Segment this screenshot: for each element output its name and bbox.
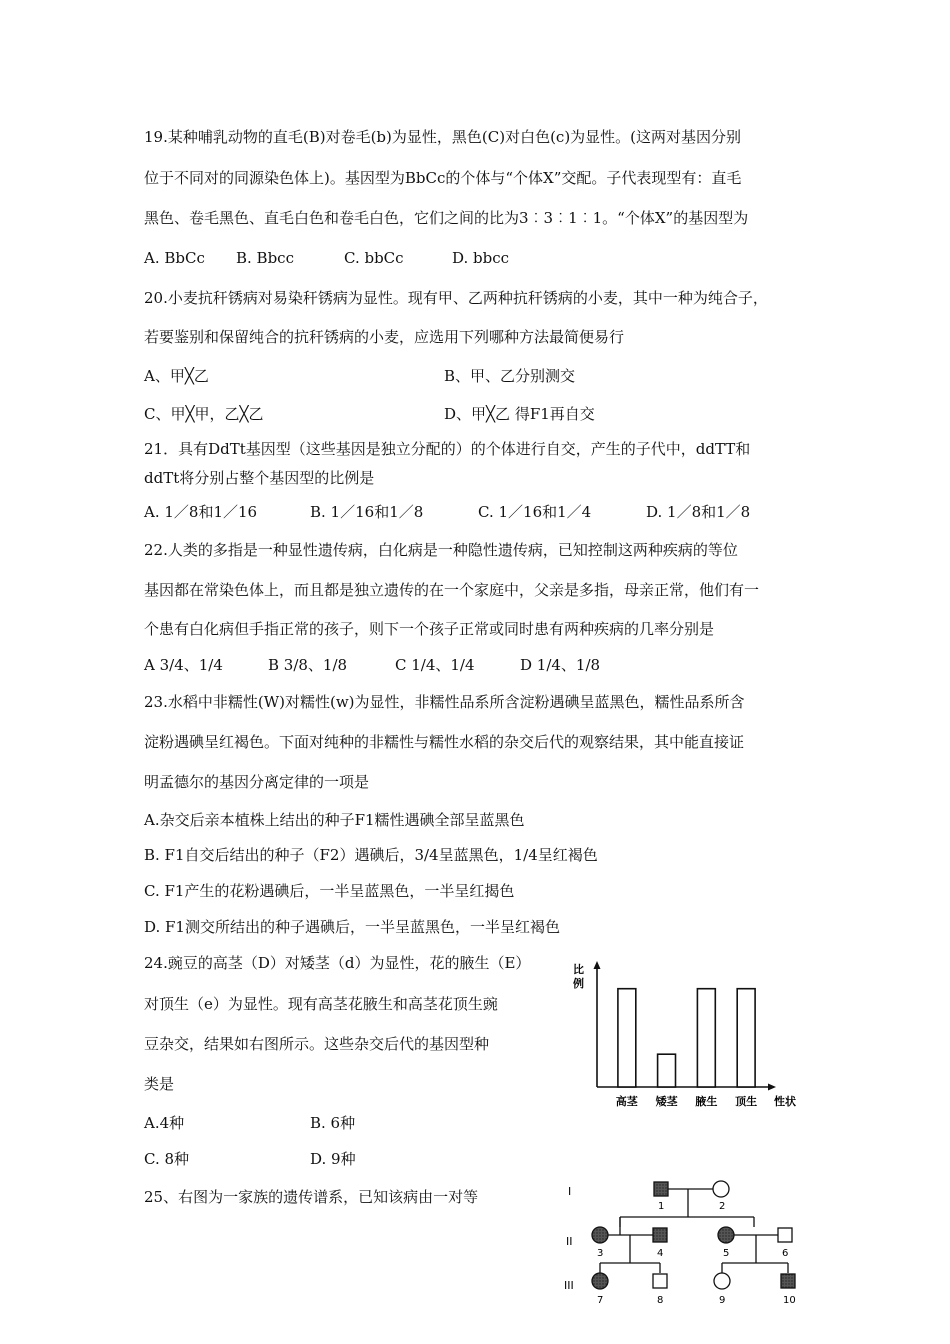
q23-line-2: 淀粉遇碘呈红褐色。下面对纯种的非糯性与糯性水稻的杂交后代的观察结果，其中能直接证 (144, 733, 745, 751)
bar-3 (697, 989, 715, 1087)
x-tick-label-4: 顶生 (735, 1095, 758, 1108)
family-pedigree-diagram (560, 1175, 820, 1315)
x-tick-label-3: 腋生 (695, 1095, 718, 1108)
q23-option-a: A.杂交后亲本植株上结出的种子F1糯性遇碘全部呈蓝黑色 (144, 811, 525, 829)
q21-option-b: B. 1／16和1／8 (310, 503, 424, 521)
q19-line-3: 黑色、卷毛黑色、直毛白色和卷毛白色，它们之间的比为3︰3︰1︰1。“个体X”的基因型为 (144, 209, 749, 227)
q24-option-b: B. 6种 (310, 1114, 356, 1132)
q23-option-b: B. F1自交后结出的种子（F2）遇碘后，3/4呈蓝黑色，1/4呈红褐色 (144, 846, 598, 864)
q24-line-3: 豆杂交，结果如右图所示。这些杂交后代的基因型种 (144, 1035, 490, 1053)
q19-line-1: 19.某种哺乳动物的直毛(B)对卷毛(b)为显性，黑色(C)对白色(c)为显性。(这两对基因分别 (144, 128, 742, 146)
label-2: 2 (719, 1201, 726, 1212)
generation-label-iii: III (564, 1279, 574, 1292)
individual-4-affected-male (653, 1228, 667, 1242)
q23-option-d: D. F1测交所结出的种子遇碘后，一半呈蓝黑色，一半呈红褐色 (144, 918, 560, 936)
q19-option-c: C. bbCc (344, 249, 404, 267)
label-9: 9 (719, 1295, 726, 1306)
q20-option-b: B、甲、乙分别测交 (444, 367, 576, 385)
x-tick-label-1: 高茎 (615, 1095, 638, 1108)
label-4: 4 (657, 1248, 664, 1259)
q22-line-1: 22.人类的多指是一种显性遗传病，白化病是一种隐性遗传病，已知控制这两种疾病的等位 (144, 541, 738, 559)
label-10: 10 (783, 1295, 796, 1306)
q25-line-1: 25、右图为一家族的遗传谱系，已知该病由一对等 (144, 1188, 479, 1206)
q21-option-c: C. 1／16和1／4 (478, 503, 592, 521)
label-1: 1 (658, 1201, 665, 1212)
bar-4 (737, 989, 755, 1087)
generation-label-i: I (568, 1185, 572, 1198)
q23-line-1: 23.水稻中非糯性(W)对糯性(w)为显性，非糯性品系所含淀粉遇碘呈蓝黑色，糯性品系所含 (144, 693, 745, 711)
q22-option-d: D 1/4、1/8 (520, 656, 601, 674)
q22-option-a: A 3/4、1/4 (144, 656, 223, 674)
q21-line-2: ddTt将分别占整个基因型的比例是 (144, 469, 375, 487)
label-5: 5 (723, 1248, 730, 1259)
q22-option-b: B 3/8、1/8 (268, 656, 348, 674)
q21-option-d: D. 1／8和1／8 (646, 503, 751, 521)
individual-8-male (653, 1274, 667, 1288)
q24-line-1: 24.豌豆的高茎（D）对矮茎（d）为显性，花的腋生（E） (144, 954, 531, 972)
q20-line-1: 20.小麦抗秆锈病对易染秆锈病为显性。现有甲、乙两种抗秆锈病的小麦，其中一种为纯合子， (144, 289, 768, 307)
bar-1 (618, 989, 636, 1087)
label-6: 6 (782, 1248, 789, 1259)
x-axis-label: 性状 (774, 1095, 796, 1108)
q21-line-1: 21．具有DdTt基因型（这些基因是独立分配的）的个体进行自交，产生的子代中，ddTT和 (144, 440, 751, 458)
q24-option-c: C. 8种 (144, 1150, 190, 1168)
q22-line-3: 个患有白化病但手指正常的孩子，则下一个孩子正常或同时患有两种疾病的几率分别是 (144, 620, 715, 638)
individual-1-affected-male (654, 1182, 668, 1196)
individual-6-male (778, 1228, 792, 1242)
q24-option-a: A.4种 (144, 1114, 185, 1132)
q24-option-d: D. 9种 (310, 1150, 356, 1168)
label-8: 8 (657, 1295, 664, 1306)
q19-option-a: A. BbCc (144, 249, 205, 267)
q19-option-d: D. bbcc (452, 249, 510, 267)
q24-line-2: 对顶生（e）为显性。现有高茎花腋生和高茎花顶生豌 (144, 995, 498, 1013)
q19-line-2: 位于不同对的同源染色体上)。基因型为BbCc的个体与“个体X”交配。子代表现型有：直毛 (144, 169, 742, 187)
q22-line-2: 基因都在常染色体上，而且都是独立遗传的在一个家庭中，父亲是多指，母亲正常，他们有一 (144, 581, 760, 599)
trait-ratio-bar-chart (560, 955, 820, 1115)
individual-9-female (714, 1273, 730, 1289)
y-axis-label-1: 比 (573, 963, 584, 976)
q20-option-a: A、甲╳乙 (144, 367, 209, 385)
bar-2 (658, 1054, 676, 1087)
q24-line-4: 类是 (144, 1075, 175, 1093)
y-axis-label-2: 例 (573, 977, 584, 990)
q23-line-3: 明孟德尔的基因分离定律的一项是 (144, 773, 370, 791)
individual-2-female (713, 1181, 729, 1197)
q23-option-c: C. F1产生的花粉遇碘后，一半呈蓝黑色，一半呈红揭色 (144, 882, 515, 900)
x-axis-arrow (768, 1084, 776, 1091)
q20-option-c: C、甲╳甲，乙╳乙 (144, 405, 264, 423)
q20-option-d: D、甲╳乙 得F1再自交 (444, 405, 595, 423)
x-tick-label-2: 矮茎 (655, 1095, 678, 1108)
q21-option-a: A. 1／8和1／16 (144, 503, 258, 521)
label-7: 7 (597, 1295, 604, 1306)
q20-line-2: 若要鉴别和保留纯合的抗秆锈病的小麦，应选用下列哪种方法最简便易行 (144, 328, 625, 346)
individual-3-affected-female (592, 1227, 608, 1243)
label-3: 3 (597, 1248, 604, 1259)
y-axis-arrow (594, 961, 601, 969)
q19-option-b: B. Bbcc (236, 249, 294, 267)
individual-10-affected-male (781, 1274, 795, 1288)
q22-option-c: C 1/4、1/4 (395, 656, 475, 674)
individual-5-affected-female (718, 1227, 734, 1243)
individual-7-affected-female (592, 1273, 608, 1289)
generation-label-ii: II (566, 1235, 573, 1248)
